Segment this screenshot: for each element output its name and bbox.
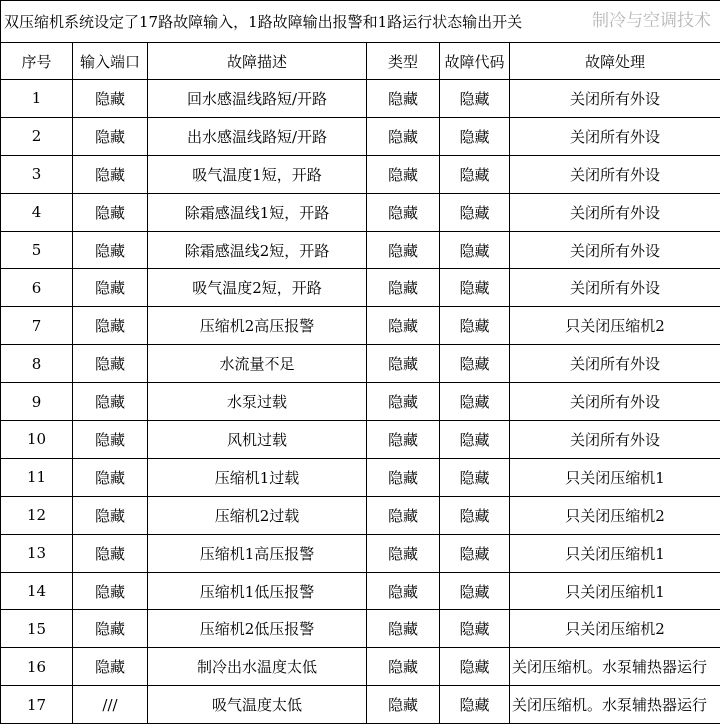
- cell-input-port: 隐藏: [73, 648, 148, 686]
- cell-index: 12: [1, 496, 73, 534]
- cell-type: 隐藏: [367, 610, 440, 648]
- cell-code: 隐藏: [440, 307, 510, 345]
- cell-input-port: 隐藏: [73, 383, 148, 421]
- table-row: [1, 231, 720, 269]
- cell-description: 压缩机2过载: [148, 496, 367, 534]
- cell-index: 9: [1, 383, 73, 421]
- cell-handling: 关闭所有外设: [510, 421, 720, 459]
- cell-code: 隐藏: [440, 383, 510, 421]
- cell-input-port: 隐藏: [73, 80, 148, 118]
- table-row: [1, 345, 720, 383]
- cell-input-port: 隐藏: [73, 193, 148, 231]
- cell-index: 14: [1, 572, 73, 610]
- cell-code: 隐藏: [440, 80, 510, 118]
- cell-code: 隐藏: [440, 231, 510, 269]
- cell-type: 隐藏: [367, 383, 440, 421]
- cell-index: 5: [1, 231, 73, 269]
- cell-description: 压缩机2高压报警: [148, 307, 367, 345]
- cell-type: 隐藏: [367, 572, 440, 610]
- cell-handling: 只关闭压缩机2: [510, 496, 720, 534]
- cell-type: 隐藏: [367, 458, 440, 496]
- cell-input-port: 隐藏: [73, 307, 148, 345]
- cell-input-port: 隐藏: [73, 458, 148, 496]
- cell-description: 吸气温度太低: [148, 686, 367, 724]
- cell-code: 隐藏: [440, 648, 510, 686]
- cell-input-port: 隐藏: [73, 117, 148, 155]
- cell-index: 17: [1, 686, 73, 724]
- cell-index: 2: [1, 117, 73, 155]
- cell-index: 13: [1, 534, 73, 572]
- cell-description: 吸气温度2短，开路: [148, 269, 367, 307]
- cell-description: 出水感温线路短/开路: [148, 117, 367, 155]
- cell-type: 隐藏: [367, 117, 440, 155]
- header-index: 序号: [1, 43, 73, 80]
- cell-type: 隐藏: [367, 686, 440, 724]
- cell-code: 隐藏: [440, 534, 510, 572]
- table-row: [1, 383, 720, 421]
- table-row: [1, 269, 720, 307]
- cell-code: 隐藏: [440, 686, 510, 724]
- cell-handling: 关闭所有外设: [510, 193, 720, 231]
- cell-input-port: 隐藏: [73, 269, 148, 307]
- cell-input-port: 隐藏: [73, 421, 148, 459]
- cell-input-port: 隐藏: [73, 496, 148, 534]
- cell-type: 隐藏: [367, 80, 440, 118]
- cell-type: 隐藏: [367, 307, 440, 345]
- cell-code: 隐藏: [440, 269, 510, 307]
- cell-code: 隐藏: [440, 496, 510, 534]
- table-title: 双压缩机系统设定了17路故障输入，1路故障输出报警和1路运行状态输出开关: [1, 1, 720, 43]
- cell-code: 隐藏: [440, 155, 510, 193]
- cell-description: 压缩机1过载: [148, 458, 367, 496]
- header-row: [1, 43, 720, 80]
- header-input-port: 输入端口: [73, 43, 148, 80]
- header-handling: 故障处理: [510, 43, 720, 80]
- cell-type: 隐藏: [367, 534, 440, 572]
- table-row: [1, 458, 720, 496]
- cell-code: 隐藏: [440, 421, 510, 459]
- table-row: [1, 686, 720, 724]
- cell-description: 压缩机1低压报警: [148, 572, 367, 610]
- cell-description: 风机过载: [148, 421, 367, 459]
- table-row: [1, 648, 720, 686]
- table-row: [1, 572, 720, 610]
- cell-handling: 只关闭压缩机1: [510, 572, 720, 610]
- cell-input-port: 隐藏: [73, 572, 148, 610]
- cell-description: 制冷出水温度太低: [148, 648, 367, 686]
- cell-handling: 关闭压缩机。水泵辅热器运行: [510, 686, 720, 724]
- cell-handling: 只关闭压缩机1: [510, 458, 720, 496]
- cell-description: 压缩机2低压报警: [148, 610, 367, 648]
- cell-code: 隐藏: [440, 117, 510, 155]
- cell-code: 隐藏: [440, 610, 510, 648]
- cell-description: 水流量不足: [148, 345, 367, 383]
- table-row: [1, 496, 720, 534]
- cell-handling: 关闭所有外设: [510, 155, 720, 193]
- cell-handling: 关闭所有外设: [510, 117, 720, 155]
- table-row: [1, 193, 720, 231]
- cell-handling: 关闭所有外设: [510, 345, 720, 383]
- cell-code: 隐藏: [440, 572, 510, 610]
- cell-code: 隐藏: [440, 345, 510, 383]
- cell-input-port: 隐藏: [73, 231, 148, 269]
- table-row: [1, 155, 720, 193]
- table-row: [1, 117, 720, 155]
- cell-handling: 关闭压缩机。水泵辅热器运行: [510, 648, 720, 686]
- cell-description: 压缩机1高压报警: [148, 534, 367, 572]
- table-row: [1, 307, 720, 345]
- cell-handling: 关闭所有外设: [510, 80, 720, 118]
- header-type: 类型: [367, 43, 440, 80]
- cell-index: 10: [1, 421, 73, 459]
- table-row: [1, 421, 720, 459]
- table-row: [1, 534, 720, 572]
- cell-index: 7: [1, 307, 73, 345]
- cell-index: 6: [1, 269, 73, 307]
- cell-type: 隐藏: [367, 193, 440, 231]
- cell-code: 隐藏: [440, 458, 510, 496]
- cell-description: 吸气温度1短，开路: [148, 155, 367, 193]
- cell-input-port: 隐藏: [73, 534, 148, 572]
- cell-index: 1: [1, 80, 73, 118]
- cell-index: 16: [1, 648, 73, 686]
- cell-index: 4: [1, 193, 73, 231]
- table-row: [1, 610, 720, 648]
- cell-index: 8: [1, 345, 73, 383]
- cell-type: 隐藏: [367, 345, 440, 383]
- cell-description: 水泵过载: [148, 383, 367, 421]
- table-row: [1, 80, 720, 118]
- cell-input-port: 隐藏: [73, 155, 148, 193]
- cell-index: 11: [1, 458, 73, 496]
- cell-handling: 关闭所有外设: [510, 231, 720, 269]
- header-code: 故障代码: [440, 43, 510, 80]
- cell-type: 隐藏: [367, 231, 440, 269]
- cell-type: 隐藏: [367, 269, 440, 307]
- cell-input-port: 隐藏: [73, 345, 148, 383]
- cell-description: 回水感温线路短/开路: [148, 80, 367, 118]
- header-description: 故障描述: [148, 43, 367, 80]
- cell-type: 隐藏: [367, 155, 440, 193]
- cell-handling: 关闭所有外设: [510, 383, 720, 421]
- cell-description: 除霜感温线1短，开路: [148, 193, 367, 231]
- cell-description: 除霜感温线2短，开路: [148, 231, 367, 269]
- cell-handling: 只关闭压缩机1: [510, 534, 720, 572]
- cell-type: 隐藏: [367, 496, 440, 534]
- cell-handling: 关闭所有外设: [510, 269, 720, 307]
- cell-index: 15: [1, 610, 73, 648]
- cell-type: 隐藏: [367, 648, 440, 686]
- cell-index: 3: [1, 155, 73, 193]
- cell-handling: 只关闭压缩机2: [510, 307, 720, 345]
- cell-code: 隐藏: [440, 193, 510, 231]
- cell-handling: 只关闭压缩机2: [510, 610, 720, 648]
- cell-input-port: 隐藏: [73, 610, 148, 648]
- watermark: 制冷与空调技术: [592, 11, 711, 31]
- cell-type: 隐藏: [367, 421, 440, 459]
- cell-input-port: ///: [73, 686, 148, 724]
